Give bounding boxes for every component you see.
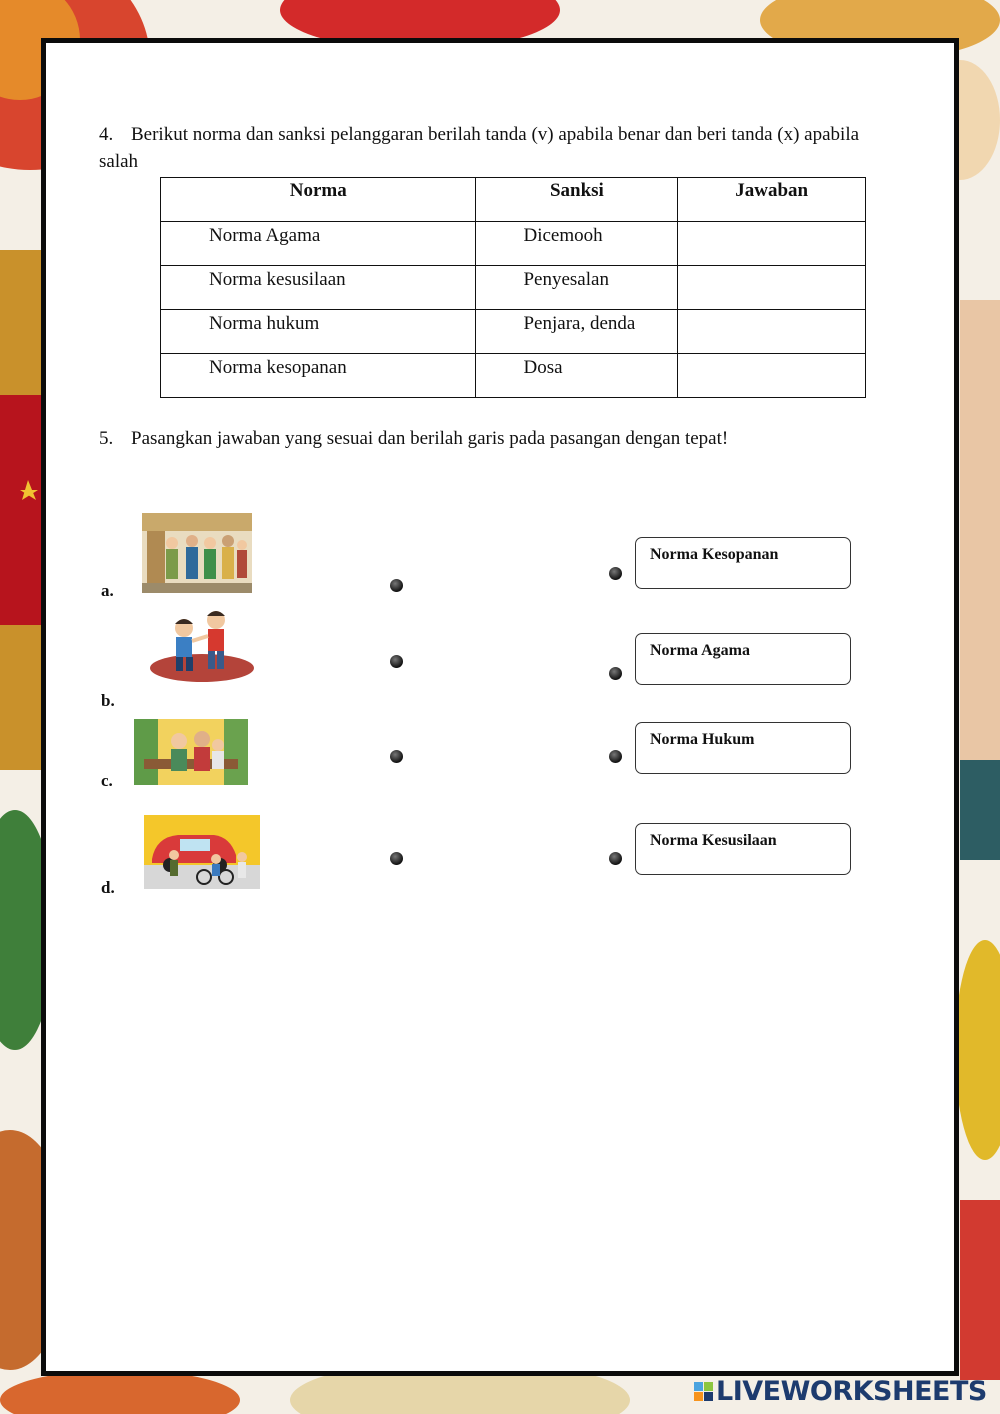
- liveworksheets-logo-text: LIVEWORKSHEETS: [716, 1375, 987, 1407]
- item-label-a: a.: [101, 581, 114, 600]
- helping-elderly-illustration: [134, 719, 248, 785]
- connector-dot-right-4[interactable]: [609, 852, 622, 865]
- item-label-d: d.: [101, 878, 115, 897]
- table-row: [161, 266, 866, 310]
- item-label-c: c.: [101, 771, 113, 790]
- liveworksheets-logo[interactable]: [694, 1376, 987, 1406]
- table-row: [161, 310, 866, 354]
- cell-jawaban-input[interactable]: [678, 222, 866, 266]
- cell-norma: Norma kesusilaan: [161, 266, 476, 310]
- cell-sanksi: Penjara, denda: [476, 310, 678, 354]
- connector-dot-right-2[interactable]: [609, 667, 622, 680]
- item-label-b: b.: [101, 691, 115, 710]
- answer-box-norma-kesusilaan: Norma Kesusilaan: [635, 823, 851, 875]
- cell-norma: Norma hukum: [161, 310, 476, 354]
- answer-box-norma-agama: Norma Agama: [635, 633, 851, 685]
- worksheet-page: [41, 38, 959, 1376]
- question-4-text: Berikut norma dan sanksi pelanggaran berilah tanda (v) apabila benar dan beri tanda (x) apabila salah: [99, 124, 860, 172]
- answer-box-norma-hukum: Norma Hukum: [635, 722, 851, 774]
- cell-sanksi: Penyesalan: [476, 266, 678, 310]
- children-fighting-illustration: [146, 606, 258, 686]
- question-5: [99, 425, 879, 452]
- connector-dot-left-d[interactable]: [390, 852, 403, 865]
- header-norma: Norma: [161, 178, 476, 222]
- connector-dot-left-a[interactable]: [390, 579, 403, 592]
- question-4-number: 4.: [99, 124, 114, 145]
- norma-sanksi-table: [160, 177, 866, 398]
- connector-dot-right-1[interactable]: [609, 567, 622, 580]
- cell-norma: Norma kesopanan: [161, 354, 476, 398]
- cell-sanksi: Dicemooh: [476, 222, 678, 266]
- connector-dot-left-b[interactable]: [390, 655, 403, 668]
- liveworksheets-logo-icon: [694, 1382, 713, 1401]
- header-jawaban: Jawaban: [678, 178, 866, 222]
- cell-norma: Norma Agama: [161, 222, 476, 266]
- table-row: [161, 354, 866, 398]
- header-sanksi: Sanksi: [476, 178, 678, 222]
- cell-jawaban-input[interactable]: [678, 310, 866, 354]
- table-header-row: [161, 178, 866, 222]
- cell-sanksi: Dosa: [476, 354, 678, 398]
- cell-jawaban-input[interactable]: [678, 266, 866, 310]
- question-4: [99, 121, 879, 175]
- connector-dot-left-c[interactable]: [390, 750, 403, 763]
- connector-dot-right-3[interactable]: [609, 750, 622, 763]
- answer-box-norma-kesopanan: Norma Kesopanan: [635, 537, 851, 589]
- table-row: [161, 222, 866, 266]
- question-5-number: 5.: [99, 428, 114, 449]
- question-5-text: Pasangkan jawaban yang sesuai dan berilah garis pada pasangan dengan tepat!: [131, 428, 729, 449]
- cell-jawaban-input[interactable]: [678, 354, 866, 398]
- traffic-police-car-illustration: [144, 815, 260, 889]
- people-gathering-illustration: [142, 513, 252, 593]
